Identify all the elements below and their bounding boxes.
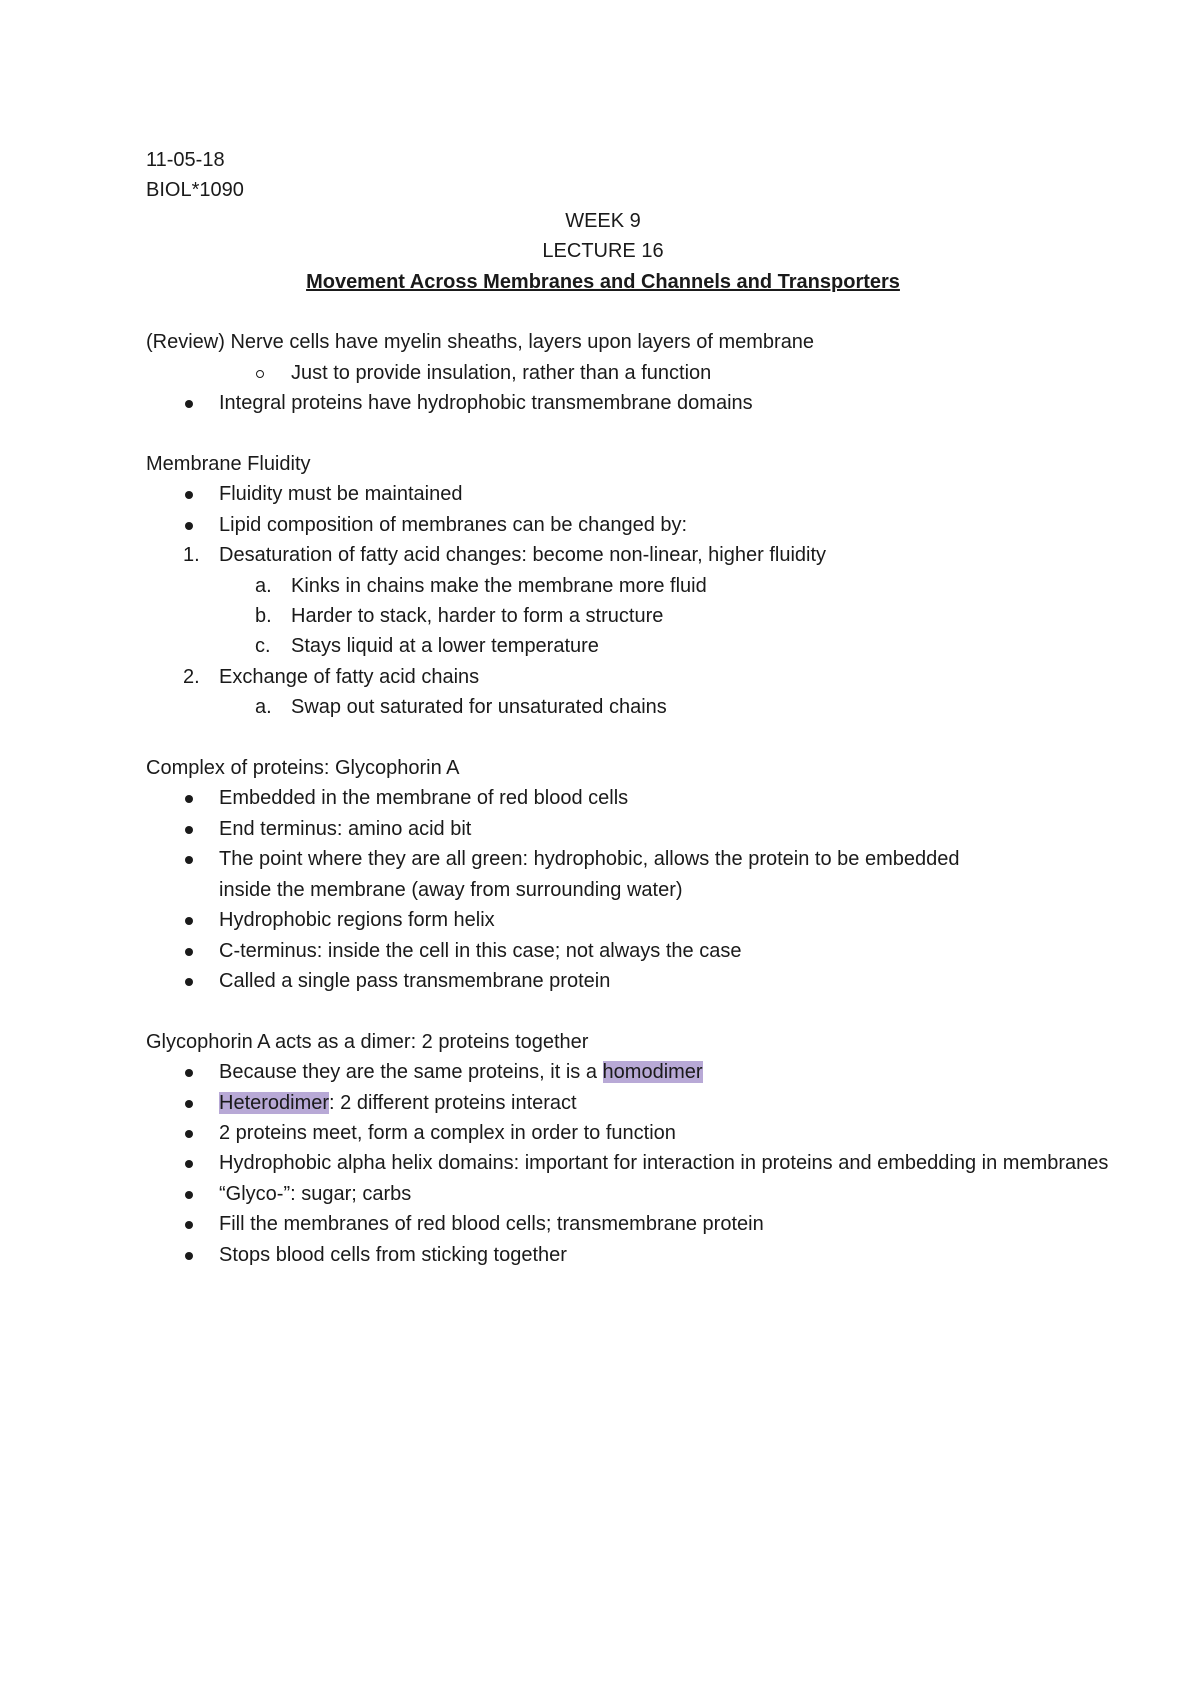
list-letter: a. (255, 696, 272, 719)
list-item: Embedded in the membrane of red blood cells (146, 783, 1066, 813)
list-item: Hydrophobic alpha helix domains: important for interaction in proteins and embedding in membranes (146, 1148, 1139, 1178)
bullet-icon (185, 1160, 193, 1168)
highlighted-term: Heterodimer (219, 1091, 330, 1114)
section-heading-fluidity: Membrane Fluidity (146, 453, 311, 476)
list-item: Stops blood cells from sticking together (146, 1240, 1066, 1270)
list-item: Called a single pass transmembrane protein (146, 966, 1066, 996)
section-heading-dimer: Glycophorin A acts as a dimer: 2 proteins together (146, 1030, 589, 1053)
list-number: 1. (183, 544, 200, 567)
bullet-icon (185, 826, 193, 834)
numbered-item: 1. Desaturation of fatty acid changes: become non-linear, higher fluidity (146, 540, 1066, 570)
lettered-item: b. Harder to stack, harder to form a structure (146, 601, 1066, 631)
circle-bullet-icon (256, 370, 264, 378)
review-heading: (Review) Nerve cells have myelin sheaths, layers upon layers of membrane (146, 331, 815, 354)
date: 11-05-18 (146, 149, 225, 171)
highlighted-term: homodimer (602, 1061, 703, 1084)
bullet-icon (185, 1221, 193, 1229)
lettered-item: a. Swap out saturated for unsaturated chains (146, 692, 1066, 722)
bullet-icon (185, 522, 193, 530)
bullet-icon (185, 795, 193, 803)
bullet-icon (185, 856, 193, 864)
list-item: Fluidity must be maintained (146, 479, 1066, 509)
lettered-item: a. Kinks in chains make the membrane more fluid (146, 571, 1066, 601)
list-item: “Glyco-”: sugar; carbs (146, 1179, 1066, 1209)
document-body (146, 145, 1109, 1270)
week-label: WEEK 9 (565, 209, 641, 232)
bullet-icon (185, 1130, 193, 1138)
bullet-icon (185, 1252, 193, 1260)
list-item: Just to provide insulation, rather than a function (146, 358, 1066, 388)
bullet-icon (185, 1100, 193, 1108)
list-item: Because they are the same proteins, it is a homodimer (146, 1057, 1066, 1087)
bullet-icon (185, 1191, 193, 1199)
list-item: End terminus: amino acid bit (146, 814, 1066, 844)
lecture-label: LECTURE 16 (542, 240, 664, 263)
list-item: C-terminus: inside the cell in this case; not always the case (146, 936, 1066, 966)
list-item: Lipid composition of membranes can be changed by: (146, 510, 1066, 540)
list-item: Heterodimer: 2 different proteins interact (146, 1088, 1066, 1118)
bullet-icon (185, 400, 193, 408)
lecture-title: Movement Across Membranes and Channels and Transporters (306, 270, 900, 293)
numbered-item: 2. Exchange of fatty acid chains (146, 662, 1066, 692)
list-letter: a. (255, 574, 272, 597)
list-item: Hydrophobic regions form helix (146, 905, 1066, 935)
course-code: BIOL*1090 (146, 179, 244, 202)
list-item: Integral proteins have hydrophobic transmembrane domains (146, 388, 1066, 418)
list-item: The point where they are all green: hydrophobic, allows the protein to be embedded inside the membrane (away from surrounding water) (146, 844, 979, 905)
list-letter: b. (255, 605, 272, 628)
list-item: 2 proteins meet, form a complex in order to function (146, 1118, 1066, 1148)
list-letter: c. (255, 635, 271, 658)
section-heading-complex: Complex of proteins: Glycophorin A (146, 757, 460, 780)
list-number: 2. (183, 665, 200, 688)
lettered-item: c. Stays liquid at a lower temperature (146, 631, 1066, 661)
bullet-icon (185, 917, 193, 925)
bullet-icon (185, 491, 193, 499)
bullet-icon (185, 948, 193, 956)
bullet-icon (185, 978, 193, 986)
bullet-icon (185, 1069, 193, 1077)
list-item: Fill the membranes of red blood cells; transmembrane protein (146, 1209, 1066, 1239)
